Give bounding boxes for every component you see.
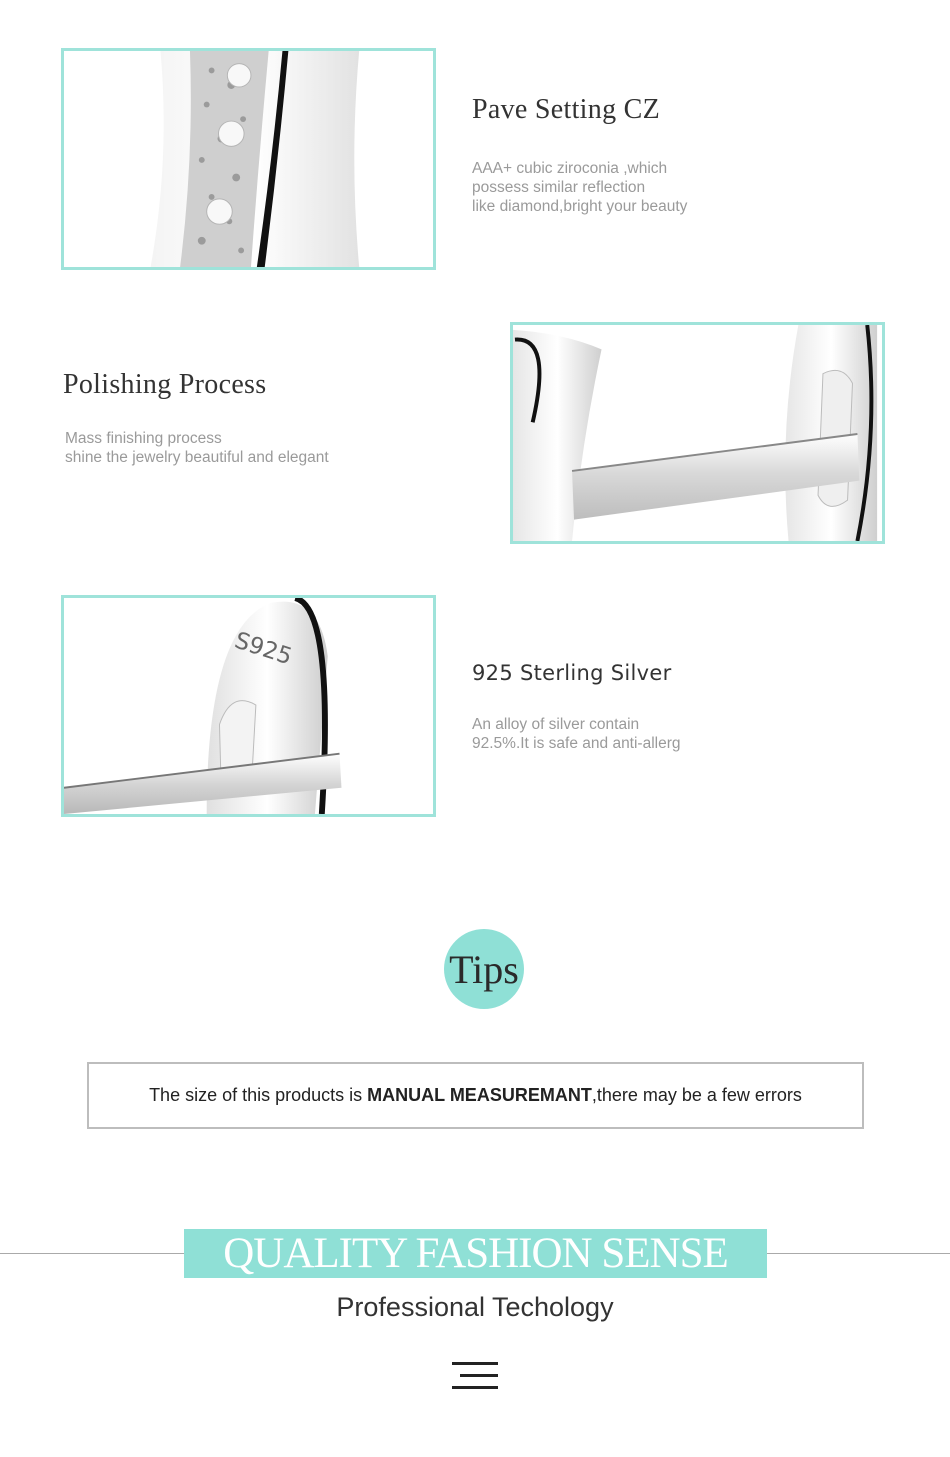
feature-title: 925 Sterling Silver <box>472 661 672 685</box>
feature-title: Pave Setting CZ <box>472 94 661 125</box>
feature-description: An alloy of silver contain 92.5%.It is safe and anti-allerg <box>472 716 681 752</box>
feature-title: Polishing Process <box>63 369 267 400</box>
measurement-notice: The size of this products is MANUAL MEASUREMANT ,there may be a few errors <box>87 1062 864 1129</box>
tips-badge: Tips <box>444 929 524 1009</box>
feature-description: AAA+ cubic ziroconia ,which possess similar reflection like diamond,bright your beauty <box>472 160 688 215</box>
menu-lines-icon <box>452 1362 498 1390</box>
feature-description: Mass finishing process shine the jewelry beautiful and elegant <box>65 430 329 466</box>
s925-stamp-photo <box>61 595 436 817</box>
quality-headline: QUALITY FASHION SENSE <box>184 1229 767 1278</box>
divider-right <box>767 1253 950 1254</box>
s925-stamp-text: S925 <box>231 627 296 671</box>
pave-setting-photo <box>61 48 436 270</box>
banner-subtitle: Professional Techology <box>336 1292 614 1322</box>
polishing-photo <box>510 322 885 544</box>
divider-left <box>0 1253 184 1254</box>
